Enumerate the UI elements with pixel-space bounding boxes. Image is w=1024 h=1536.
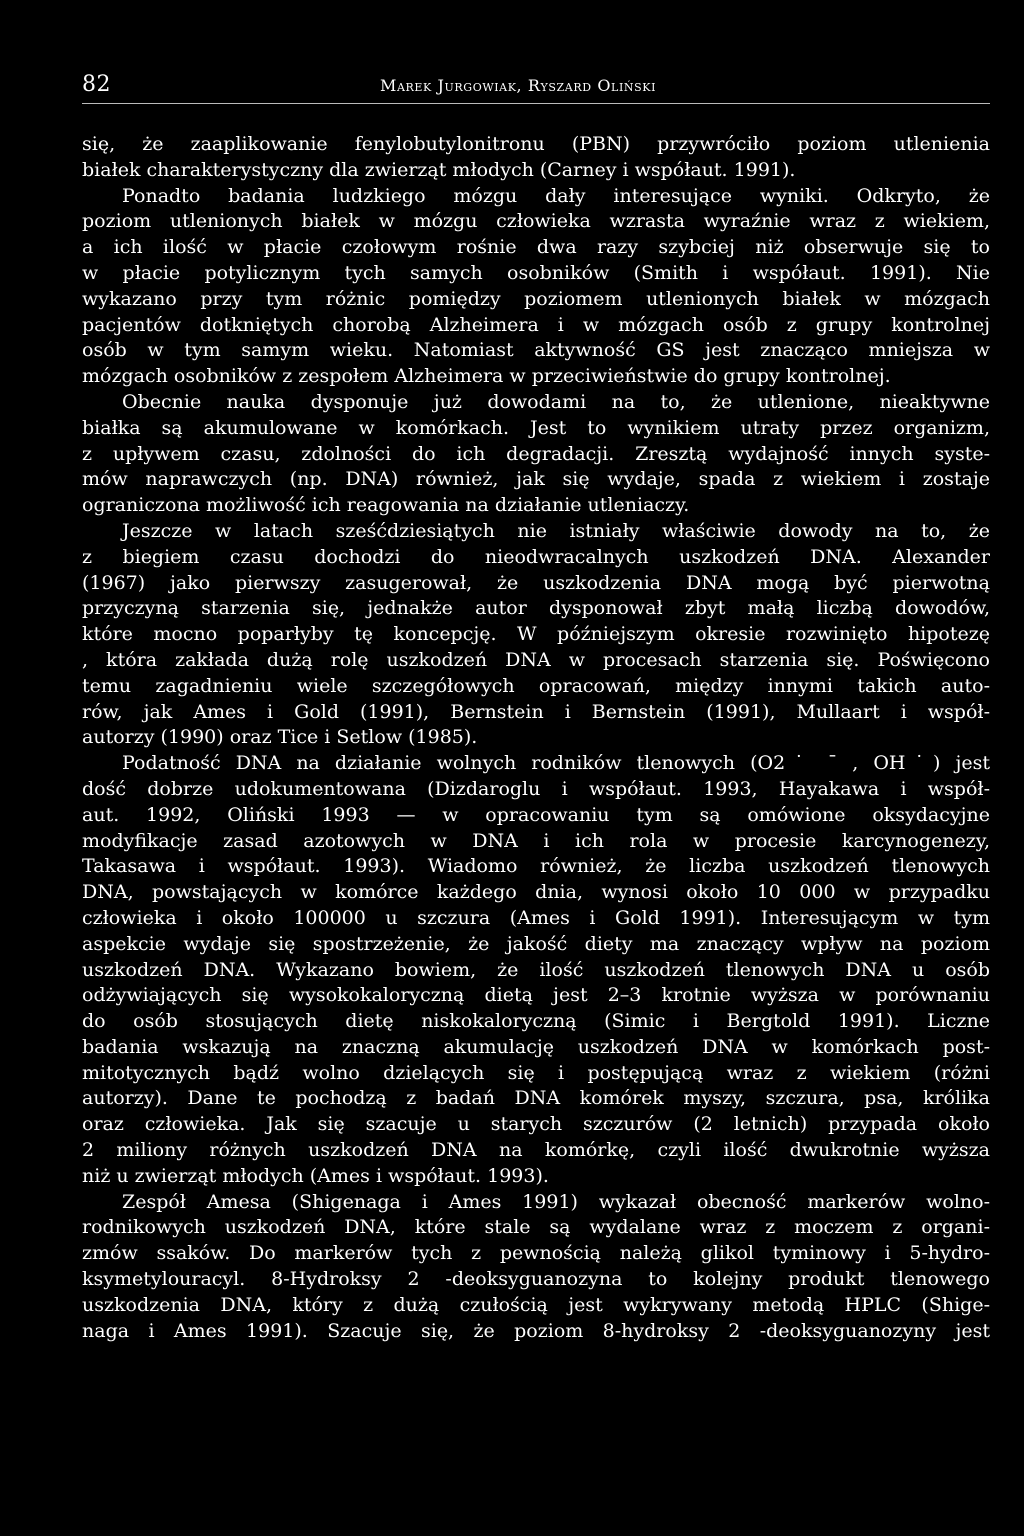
text-line: wykazano przy tym różnic pomiędzy poziomem utlenionych białek w mózgach xyxy=(82,287,990,310)
text-line: rodnikowych uszkodzeń DNA, które stale są wydalane wraz z moczem z organi- xyxy=(82,1216,990,1239)
text-line: zmów ssaków. Do markerów tych z pewnością należą glikol tyminowy i 5-hydro- xyxy=(82,1242,990,1265)
text-line: Obecnie nauka dysponuje już dowodami na to, że utlenione, nieaktywne xyxy=(122,390,990,413)
text-line: DNA, powstających w komórce każdego dnia, wynosi około 10 000 w przypadku xyxy=(82,881,990,904)
text-line: rów, jak Ames i Gold (1991), Bernstein i Bernstein (1991), Mullaart i współ- xyxy=(82,700,990,723)
text-line: osób w tym samym wieku. Natomiast aktywność GS jest znacząco mniejsza w xyxy=(82,339,990,362)
text-line: poziom utlenionych białek w mózgu człowieka wzrasta wyraźnie wraz z wiekiem, xyxy=(82,210,990,233)
text-line: autorzy). Dane te pochodzą z badań DNA komórek myszy, szczura, psa, królika xyxy=(82,1087,990,1110)
text-line: Jeszcze w latach sześćdziesiątych nie istniały właściwie dowody na to, że xyxy=(122,519,990,542)
text-line: uszkodzenia DNA, który z dużą czułością jest wykrywany metodą HPLC (Shige- xyxy=(82,1293,990,1316)
text-line: Takasawa i współaut. 1993). Wiadomo również, że liczba uszkodzeń tlenowych xyxy=(82,855,990,878)
text-line: oraz człowieka. Jak się szacuje u starych szczurów (2 letnich) przypada około xyxy=(82,1113,990,1136)
running-head: Marek Jurgowiak, Ryszard Oliński xyxy=(380,76,657,95)
document-page xyxy=(82,64,990,1344)
text-line: uszkodzeń DNA. Wykazano bowiem, że ilość uszkodzeń tlenowych DNA u osób xyxy=(82,958,990,981)
text-line: mózgach osobników z zespołem Alzheimera w przeciwieństwie do grupy kontrolnej. xyxy=(82,365,891,388)
page-number: 82 xyxy=(82,72,111,97)
text-line: a ich ilość w płacie czołowym rośnie dwa razy szybciej niż obserwuje się to xyxy=(82,236,990,259)
page-header xyxy=(82,64,990,104)
text-line: Zespół Amesa (Shigenaga i Ames 1991) wykazał obecność markerów wolno- xyxy=(122,1190,990,1213)
text-line: mów naprawczych (np. DNA) również, jak się wydaje, spada z wiekiem i zostaje xyxy=(82,468,990,491)
text-line: do osób stosujących dietę niskokaloryczną (Simic i Bergtold 1991). Liczne xyxy=(82,1010,990,1033)
text-line: temu zagadnieniu wiele szczegółowych opracowań, między innymi takich auto- xyxy=(82,674,990,697)
text-line: białka są akumulowane w komórkach. Jest to wynikiem utraty przez organizm, xyxy=(82,416,990,439)
body-text xyxy=(82,132,990,1344)
text-line: odżywiających się wysokokaloryczną dietą jest 2–3 krotnie wyższa w porównaniu xyxy=(82,984,990,1007)
text-line: które mocno poparłyby tę koncepcję. W późniejszym okresie rozwinięto hipotezę xyxy=(82,623,990,646)
text-line: ksymetylouracyl. 8-Hydroksy 2 -deoksyguanozyna to kolejny produkt tlenowego xyxy=(82,1268,990,1291)
text-line: badania wskazują na znaczną akumulację uszkodzeń DNA w komórkach post- xyxy=(82,1035,990,1058)
text-line: Ponadto badania ludzkiego mózgu dały interesujące wyniki. Odkryto, że xyxy=(122,184,990,207)
text-line: przyczyną starzenia się, jednakże autor dysponował zbyt małą liczbą dowodów, xyxy=(82,597,990,620)
text-line: niż u zwierząt młodych (Ames i współaut. 1993). xyxy=(82,1164,549,1187)
text-line: w płacie potylicznym tych samych osobników (Smith i współaut. 1991). Nie xyxy=(82,261,990,284)
header-rule xyxy=(82,103,990,104)
text-line: z biegiem czasu dochodzi do nieodwracalnych uszkodzeń DNA. Alexander xyxy=(82,545,990,568)
text-line: aut. 1992, Oliński 1993 — w opracowaniu tym są omówione oksydacyjne xyxy=(82,803,990,826)
text-line: pacjentów dotkniętych chorobą Alzheimera i w mózgach osób z grupy kontrolnej xyxy=(82,313,990,336)
text-line: Podatność DNA na działanie wolnych rodników tlenowych (O2˙ ¯ , OH˙) jest xyxy=(122,752,990,775)
text-line: mitotycznych bądź wolno dzielących się i postępującą wraz z wiekiem (różni xyxy=(82,1061,990,1084)
text-line: aspekcie wydaje się spostrzeżenie, że jakość diety ma znaczący wpływ na poziom xyxy=(82,932,990,955)
text-line: (1967) jako pierwszy zasugerował, że uszkodzenia DNA mogą być pierwotną xyxy=(82,571,990,594)
text-line: modyfikacje zasad azotowych w DNA i ich rola w procesie karcynogenezy, xyxy=(82,829,990,852)
text-line: autorzy (1990) oraz Tice i Setlow (1985). xyxy=(82,726,478,749)
text-line: białek charakterystyczny dla zwierząt młodych (Carney i współaut. 1991). xyxy=(82,158,796,181)
text-line: się, że zaaplikowanie fenylobutylonitronu (PBN) przywróciło poziom utlenienia xyxy=(82,133,990,155)
text-line: z upływem czasu, zdolności do ich degradacji. Zresztą wydajność innych syste- xyxy=(82,442,990,465)
text-line: , która zakłada dużą rolę uszkodzeń DNA w procesach starzenia się. Poświęcono xyxy=(82,648,990,671)
text-line: człowieka i około 100000 u szczura (Ames i Gold 1991). Interesującym w tym xyxy=(82,906,990,929)
text-line: 2 miliony różnych uszkodzeń DNA na komórkę, czyli ilość dwukrotnie wyższa xyxy=(82,1139,990,1162)
text-line: ograniczona możliwość ich reagowania na działanie utleniaczy. xyxy=(82,494,690,517)
text-line: naga i Ames 1991). Szacuje się, że poziom 8-hydroksy 2 -deoksyguanozyny jest xyxy=(82,1319,990,1342)
text-line: dość dobrze udokumentowana (Dizdaroglu i współaut. 1993, Hayakawa i współ- xyxy=(82,777,990,800)
